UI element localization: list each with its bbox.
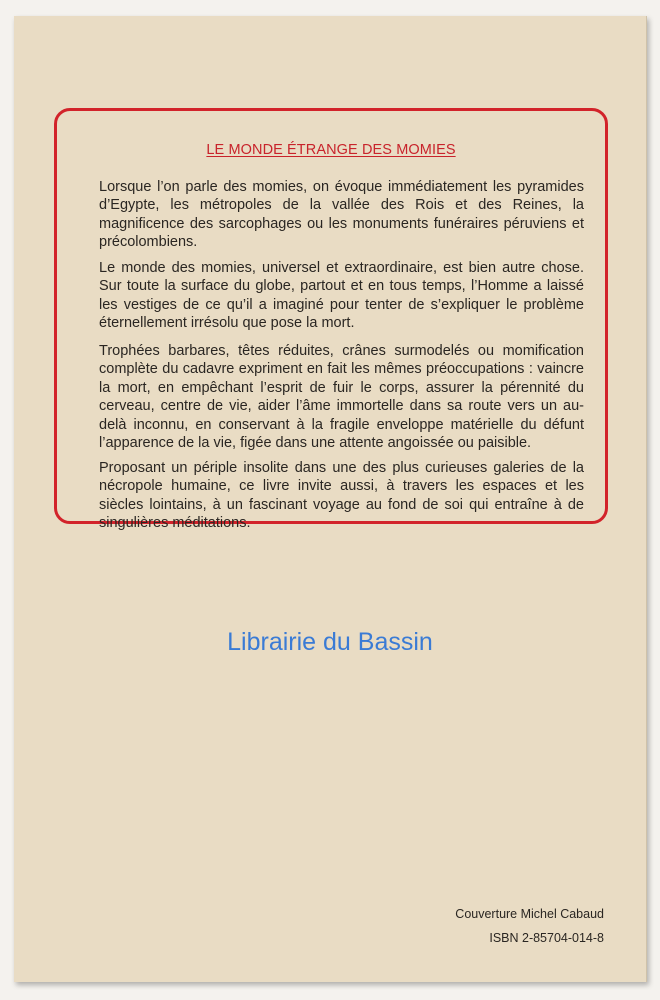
synopsis-paragraph-2: Le monde des momies, universel et extraordinaire, est bien autre chose. Sur toute la surface du globe, partout et en tous temps, l’Homme a laissé les vestiges de ce qu’il a imaginé pour tenter de s’expliquer le problème éternellement irrésolu que pose la mort. — [99, 260, 584, 332]
bookseller-watermark: Librairie du Bassin — [227, 628, 433, 656]
isbn-number: ISBN 2-85704-014-8 — [489, 931, 604, 945]
synopsis-paragraph-1: Lorsque l’on parle des momies, on évoque immédiatement les pyramides d’Egypte, les métropoles de la vallée des Rois et des Reines, la magnificence des sarcophages ou les monuments funéraires péruviens et précolombiens. — [99, 179, 584, 251]
book-back-cover — [14, 16, 647, 982]
cover-designer-credit: Couverture Michel Cabaud — [455, 907, 604, 921]
cover-credits — [374, 902, 604, 950]
synopsis-frame — [54, 108, 608, 532]
synopsis-paragraph-4: Proposant un périple insolite dans une des plus curieuses galeries de la nécropole humaine, ce livre invite aussi, à travers les espaces et les siècles lointains, à un fascinant voyage au fond de soi qui entraîne à de singulières méditations. — [99, 460, 584, 532]
book-title: LE MONDE ÉTRANGE DES MOMIES — [206, 142, 456, 158]
synopsis-paragraph-3: Trophées barbares, têtes réduites, crânes surmodelés ou momification complète du cadavre expriment en fait les mêmes préoccupations : vaincre la mort, en empêchant l’esprit de fuir le corps, assurer la pérennité du cerveau, centre de vie, aider l’âme immortelle dans sa route vers un au-delà inconnu, en conservant à la fragile enveloppe matérielle du défunt l’apparence de la vie, figée dans une attente angoissée ou paisible. — [99, 343, 584, 452]
